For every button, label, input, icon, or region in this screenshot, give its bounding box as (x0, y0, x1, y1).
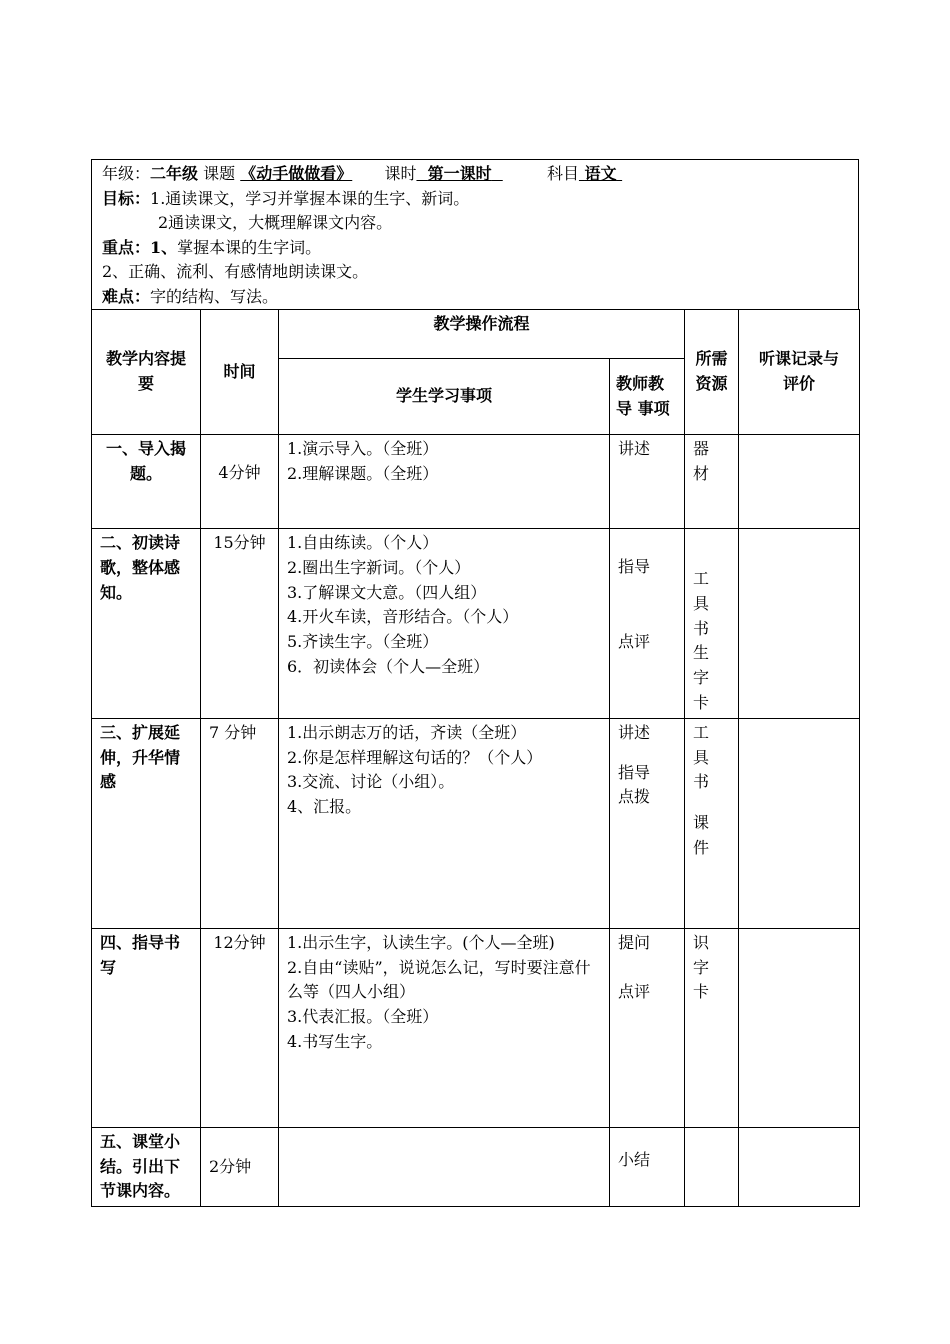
teacher-item: 点评 (618, 981, 651, 1001)
header-row-1 (92, 310, 860, 359)
subject-value: 语文 (584, 164, 617, 183)
row-teacher (610, 718, 685, 928)
table-row (92, 718, 860, 928)
period-label: 课时 (384, 164, 417, 183)
table-row (92, 529, 860, 719)
header-resources: 所需资源 (685, 310, 739, 435)
list-item: 4.书写生字。 (287, 1031, 383, 1051)
list-item: 4.开火车读，音形结合。（个人） (287, 607, 519, 627)
header-teacher: 教师教导 事项 (610, 359, 685, 435)
goals-line-1 (102, 187, 848, 212)
period-value: 第一课时 (427, 164, 492, 183)
grade-value: 二年级 (150, 164, 199, 183)
lesson-header (91, 159, 859, 310)
key-1-text: 掌握本课的生字词。 (177, 237, 322, 257)
list-item: 2.你是怎样理解这句话的？（个人） (287, 747, 543, 767)
row-time: 4分钟 (201, 435, 279, 529)
difficulty-line (102, 285, 848, 310)
row-time: 7 分钟 (201, 718, 279, 928)
row-teacher (610, 928, 685, 1127)
row-teacher (610, 435, 685, 529)
goals-line-2 (102, 211, 848, 236)
key-line-2 (102, 260, 848, 285)
row-section: 五、课堂小结。引出下节课内容。 (92, 1127, 201, 1206)
row-resources: 工 具 书 课 件 (685, 718, 739, 928)
list-item: 1.出示生字，认读生字。(个人—全班) (287, 932, 555, 952)
row-section: 二、初读诗歌，整体感知。 (92, 529, 201, 719)
teacher-item: 小结 (618, 1149, 651, 1169)
row-record (739, 928, 860, 1127)
topic-label: 课题 (203, 164, 236, 183)
teacher-item: 指导 (618, 557, 651, 576)
list-item: 3.了解课文大意。（四人组） (287, 582, 487, 602)
list-item: 3.代表汇报。（全班） (287, 1007, 439, 1027)
row-time: 12分钟 (201, 928, 279, 1127)
row-resources (685, 1127, 739, 1206)
table-row (92, 928, 860, 1127)
key-1-number: 1、 (150, 237, 178, 257)
teacher-item: 讲述 (618, 722, 651, 742)
row-steps (279, 928, 610, 1127)
list-item: 2.圈出生字新词。（个人） (287, 557, 471, 577)
row-section: 三、扩展延伸，升华情感 (92, 718, 201, 928)
row-record (739, 1127, 860, 1206)
list-item: 1.演示导入。（全班） (287, 439, 439, 458)
row-time: 2分钟 (201, 1127, 279, 1206)
table-row (92, 1127, 860, 1206)
row-steps (279, 1127, 610, 1206)
teacher-item: 点评 (618, 631, 651, 651)
goal-2: 2通读课文，大概理解课文内容。 (158, 213, 393, 233)
row-section: 四、指导书写 (92, 928, 201, 1127)
row-steps (279, 529, 610, 719)
difficulty-label: 难点： (102, 286, 151, 306)
row-time: 15分钟 (201, 529, 279, 719)
header-student: 学生学习事项 (279, 359, 610, 435)
row-steps (279, 435, 610, 529)
header-record: 听课记录与评价 (739, 310, 860, 435)
lesson-table (91, 309, 860, 1207)
row-steps (279, 718, 610, 928)
teacher-item: 讲述 (618, 439, 651, 458)
header-line-1 (102, 162, 848, 187)
subject-label: 科目 (546, 164, 579, 183)
row-resources: 识 字 卡 (685, 928, 739, 1127)
row-resources: 器 材 (685, 435, 739, 529)
list-item: 2.理解课题。（全班） (287, 463, 439, 483)
key-line-1 (102, 236, 848, 261)
teacher-item: 提问 (618, 932, 651, 952)
row-section: 一、导入揭题。 (92, 435, 201, 529)
row-resources: 工 具 书 生 字 卡 (685, 529, 739, 719)
header-process: 教学操作流程 (279, 310, 685, 359)
list-item: 1.自由练读。（个人） (287, 533, 439, 552)
list-item: 2.自由“读贴”，说说怎么记，写时要注意什么等（四人小组） (287, 957, 591, 1002)
row-record (739, 435, 860, 529)
list-item: 6．初读体会（个人—全班） (287, 656, 490, 676)
list-item: 4、汇报。 (287, 797, 362, 817)
key-2-text: 2、正确、流利、有感情地朗读课文。 (102, 262, 369, 282)
teacher-item: 点拨 (618, 787, 651, 807)
difficulty-text: 字的结构、写法。 (150, 286, 279, 306)
goals-label: 目标： (102, 188, 151, 208)
list-item: 3.交流、讨论（小组）。 (287, 772, 455, 792)
teacher-item: 指导 (618, 762, 651, 782)
grade-label: 年级： (102, 164, 151, 183)
list-item: 5.齐读生字。（全班） (287, 632, 439, 652)
header-content: 教学内容提要 (92, 310, 201, 435)
row-record (739, 529, 860, 719)
row-teacher (610, 529, 685, 719)
topic-value: 《动手做做看》 (240, 164, 353, 183)
key-label: 重点： (102, 237, 151, 257)
list-item: 1.出示朗志万的话，齐读（全班） (287, 722, 527, 742)
table-row (92, 435, 860, 529)
row-teacher (610, 1127, 685, 1206)
row-record (739, 718, 860, 928)
goal-1: 1.通读课文，学习并掌握本课的生字、新词。 (150, 188, 470, 208)
header-time: 时间 (201, 310, 279, 435)
